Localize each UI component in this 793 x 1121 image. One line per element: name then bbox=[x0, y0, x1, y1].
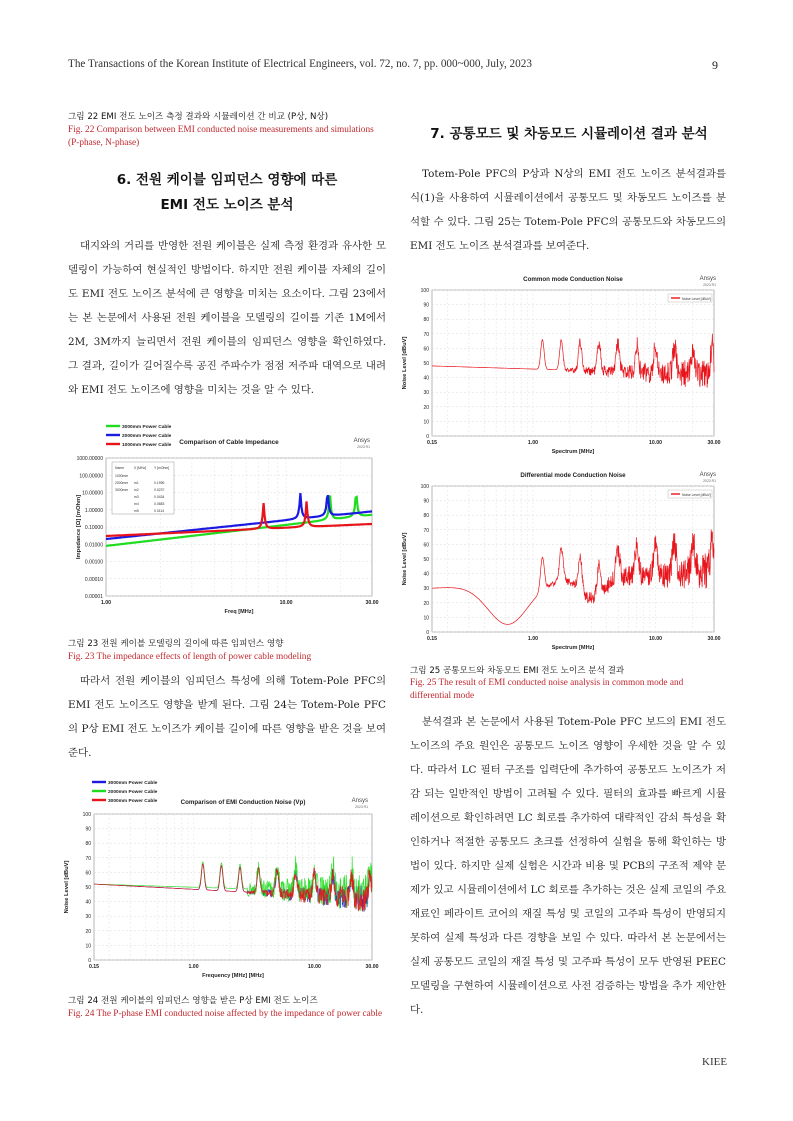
fig24-xtick-label: 1.00 bbox=[188, 964, 199, 970]
fig24-xtick-label: 0.15 bbox=[88, 964, 100, 970]
fig25a-ytick-label: 10 bbox=[423, 419, 429, 426]
fig23-xtick-label: 1.00 bbox=[100, 600, 112, 606]
fig24-caption-en: Fig. 24 The P-phase EMI conducted noise affected by the impedance of power cable bbox=[68, 1009, 383, 1019]
fig25a-xtick-label: 1.00 bbox=[527, 440, 539, 446]
fig24-ytick-label: 40 bbox=[85, 899, 91, 906]
fig24-caption-ko: 그림 24 전원 케이블의 임피던스 영향을 받은 P상 EMI 전도 노이즈 bbox=[68, 996, 318, 1006]
section6-paragraph2-text: 따라서 전원 케이블의 임피던스 특성에 의해 Totem-Pole PFC의 EMI 전도 노이즈도 영향을 받게 된다. 그림 24는 Totem-Pole PFC의 P상 EMI 전도 노이즈가 케이블 길이에 따른 영향을 받은 것을 보여준다. bbox=[68, 675, 386, 759]
fig23-table-cell: m2 bbox=[134, 488, 139, 492]
fig24-ytick-label: 70 bbox=[85, 855, 91, 862]
fig25a-ytick-label: 50 bbox=[423, 361, 429, 367]
section6-title-line2: EMI 전도 노이즈 분석 bbox=[160, 197, 294, 213]
fig23-brand-sub: 2023 R1 bbox=[357, 445, 370, 449]
fig24-xtick-label: 30.00 bbox=[365, 964, 379, 970]
fig23-ytick-label: 10.00000 bbox=[82, 490, 103, 497]
fig25a-ytick-label: 0 bbox=[426, 434, 429, 440]
fig25a-chart bbox=[402, 268, 722, 462]
fig25b-ytick-label: 80 bbox=[423, 513, 429, 520]
fig25b-ytick-label: 0 bbox=[426, 630, 429, 636]
fig24-legend-label: 3000mm Power Cable bbox=[108, 781, 158, 786]
fig23-table-cell: 0.0114 bbox=[154, 509, 165, 513]
section6-paragraph2 bbox=[68, 669, 386, 765]
fig25a-legend-label: Noise Level [dBuV] bbox=[682, 297, 711, 301]
fig25a-svg bbox=[402, 268, 722, 462]
fig25b-svg bbox=[402, 464, 722, 658]
fig24-x-axis-label: Frequency [MHz] [MHz] bbox=[202, 973, 264, 979]
fig23-table-cell: 1000mm bbox=[115, 474, 129, 478]
journal-header: The Transactions of the Korean Institute of Electrical Engineers, vol. 72, no. 7, pp. 000~000, July, 2023 bbox=[68, 58, 532, 70]
fig23-title: Comparison of Cable Impedance bbox=[179, 439, 279, 446]
fig23-x-axis-label: Freq [MHz] bbox=[224, 609, 254, 615]
fig25b-ytick-label: 10 bbox=[423, 615, 429, 622]
fig25b-chart bbox=[402, 464, 722, 658]
fig24-ytick-label: 90 bbox=[85, 826, 91, 833]
fig24-svg bbox=[64, 774, 380, 986]
fig23-chart bbox=[68, 420, 380, 630]
fig25b-ytick-label: 20 bbox=[423, 600, 429, 607]
fig23-table-cell: 0.0883 bbox=[154, 502, 165, 506]
fig23-ytick-label: 0.10000 bbox=[84, 525, 103, 531]
fig25b-brand: Ansys bbox=[699, 472, 716, 478]
fig25b-xtick-label: 30.00 bbox=[707, 636, 721, 642]
fig25a-ytick-label: 30 bbox=[423, 390, 429, 397]
fig25a-x-axis-label: Spectrum [MHz] bbox=[551, 449, 595, 455]
fig25a-xtick-label: 10.00 bbox=[649, 440, 663, 446]
fig25a-y-axis-label: Noise Level [dBuV] bbox=[402, 336, 408, 390]
fig25a-ytick-label: 40 bbox=[423, 375, 429, 382]
fig23-ytick-label: 100.00000 bbox=[79, 473, 103, 480]
fig23-table-cell: m5 bbox=[134, 509, 139, 513]
fig23-table-header: Name bbox=[115, 466, 125, 470]
section7-paragraph2-text: 분석결과 본 논문에서 사용된 Totem-Pole PFC 보드의 EMI 전도 노이즈의 주요 원인은 공통모드 노이즈 영향이 우세한 것을 알 수 있다. 따라서 LC 필터 구조를 입력단에 추가하여 공통모드 노이즈가 저감 되는 일반적인 방법이 고려될 수 있다. 필터의 효과를 빠르게 시뮬레이션으로 확인하려면 LC 회로를 추가하여 대략적인 감쇠 특성을 확인하거나 적절한 공통모드 초크를 선정하여 실험을 통해 확인하는 방법이 있다. 하지만 실제 실험은 시간과 비용 및 PCB의 구조적 제약 문제가 있고 시뮬레이션에서 LC 회로를 추가하는 것은 실제 코일의 주요 재료인 페라이트 코어의 재질 특성 및 코일의 고주파 특성이 반영되지 못하여 실제 특성과 다른 경향을 보일 수 있다. 따라서 본 논문에서는 실제 공통모드 코일의 재질 특성 및 고주파 특성이 모두 반영된 PEEC 모델링을 구현하여 시뮬레이션으로 사전 검증하는 방법을 추가 제안한다. bbox=[410, 716, 726, 1016]
fig23-table-cell: 0.0237 bbox=[154, 488, 165, 492]
fig24-ytick-label: 20 bbox=[85, 928, 91, 935]
section7-paragraph1-text: Totem-Pole PFC의 P상과 N상의 EMI 전도 노이즈 분석결과를 식(1)을 사용하여 시뮬레이션에서 공통모드 및 차동모드 노이즈를 분석할 수 있다. 그림 25는 Totem-Pole PFC의 공통모드와 차동모드의 EMI 전도 노이즈 분석결과를 보여준다. bbox=[410, 168, 726, 252]
fig23-ytick-label: 0.00010 bbox=[84, 576, 103, 583]
fig22-caption-ko: 그림 22 EMI 전도 노이즈 측정 결과와 시뮬레이션 간 비교 (P상, N상) bbox=[68, 112, 329, 122]
fig24-y-axis-label: Noise Level [dBuV] bbox=[64, 860, 70, 914]
section6-title-line1: 6. 전원 케이블 임피던스 영향에 따른 bbox=[116, 172, 338, 188]
fig24-legend-label: 3000mm Power Cable bbox=[108, 799, 158, 804]
fig23-legend-label: 3000mm Power Cable bbox=[122, 425, 172, 430]
fig25b-xtick-label: 1.00 bbox=[527, 636, 539, 642]
fig22-caption-en: Fig. 22 Comparison between EMI conducted noise measurements and simulations (P-phase, N-phase) bbox=[68, 125, 374, 148]
fig23-xtick-label: 10.00 bbox=[279, 600, 293, 606]
fig23-brand: Ansys bbox=[353, 438, 370, 444]
section7-paragraph1 bbox=[410, 162, 726, 258]
section6-paragraph1 bbox=[68, 234, 386, 402]
fig25b-xtick-label: 10.00 bbox=[649, 636, 663, 642]
fig25a-ytick-label: 90 bbox=[423, 302, 429, 309]
fig24-legend-label: 2000mm Power Cable bbox=[108, 790, 158, 795]
fig25a-xtick-label: 0.15 bbox=[426, 440, 438, 446]
fig25b-xtick-label: 0.15 bbox=[426, 636, 438, 642]
fig23-y-axis-label: Impedance [Ω] [mOhm] bbox=[76, 494, 82, 560]
fig23-svg bbox=[68, 420, 380, 630]
fig25b-title: Differential mode Conduction Noise bbox=[520, 472, 626, 479]
fig25b-x-axis-label: Spectrum [MHz] bbox=[551, 645, 595, 651]
fig25a-brand-sub: 2023 R1 bbox=[703, 283, 716, 287]
fig25-caption-ko: 그림 25 공통모드와 차동모드 EMI 전도 노이즈 분석 결과 bbox=[410, 666, 625, 676]
fig23-table-header: X [MHz] bbox=[134, 466, 147, 470]
fig23-ytick-label: 1.00000 bbox=[84, 507, 103, 514]
fig23-legend-label: 2000mm Power Cable bbox=[122, 434, 172, 439]
fig25b-ytick-label: 90 bbox=[423, 498, 429, 505]
fig24-chart bbox=[64, 774, 380, 986]
fig23-xtick-label: 30.00 bbox=[365, 600, 379, 606]
fig25a-ytick-label: 20 bbox=[423, 404, 429, 411]
section6-title bbox=[68, 168, 386, 218]
fig25b-brand-sub: 2023 R1 bbox=[703, 479, 716, 483]
fig25b-ytick-label: 70 bbox=[423, 527, 429, 534]
fig25a-title: Common mode Conduction Noise bbox=[523, 276, 623, 283]
fig23-table-header: Y [mOhm] bbox=[154, 466, 170, 470]
fig25b-ytick-label: 40 bbox=[423, 571, 429, 578]
fig25a-brand: Ansys bbox=[699, 276, 716, 282]
fig25b-ytick-label: 100 bbox=[420, 484, 429, 490]
section6-paragraph1-text: 대지와의 거리를 반영한 전원 케이블은 실제 측정 환경과 유사한 모델링이 가능하여 현실적인 방법이다. 하지만 전원 케이블 자체의 길이도 EMI 전도 노이즈 분석에 큰 영향을 미치는 요소이다. 그림 23에서는 본 논문에서 사용된 전원 케이블을 모델링의 길이를 기존 1M에서 2M, 3M까지 늘리면서 전원 케이블의 임피던스 영향을 확인하였다. 그 결과, 길이가 길어질수록 공진 주파수가 점점 저주파 대역으로 내려와 EMI 전도 노이즈에 영향을 미치는 것을 알 수 있다. bbox=[68, 240, 386, 396]
fig25a-ytick-label: 100 bbox=[420, 288, 429, 294]
fig23-ytick-label: 1000.00000 bbox=[76, 456, 103, 462]
fig23-ytick-label: 0.00100 bbox=[84, 559, 103, 566]
fig23-table-cell: m1 bbox=[134, 481, 139, 485]
fig24-ytick-label: 60 bbox=[85, 870, 91, 877]
fig24-brand: Ansys bbox=[351, 798, 368, 804]
fig24-ytick-label: 100 bbox=[82, 812, 91, 818]
fig24-title: Comparison of EMI Conduction Noise (Vp) bbox=[180, 799, 306, 806]
fig23-table-cell: 3000mm bbox=[115, 488, 129, 492]
fig24-ytick-label: 10 bbox=[85, 943, 91, 950]
fig24-ytick-label: 50 bbox=[85, 885, 91, 891]
fig23-ytick-label: 0.00001 bbox=[84, 594, 103, 600]
fig23-caption-en: Fig. 23 The impedance effects of length of power cable modeling bbox=[68, 652, 312, 662]
fig23-table-cell: m3 bbox=[134, 495, 139, 499]
fig25-caption-en: Fig. 25 The result of EMI conducted noise analysis in common mode and differential mode bbox=[410, 678, 684, 701]
fig24-brand-sub: 2023 R1 bbox=[355, 805, 368, 809]
fig25b-ytick-label: 60 bbox=[423, 542, 429, 549]
fig24-ytick-label: 30 bbox=[85, 914, 91, 921]
fig25b-legend-label: Noise Level [dBuV] bbox=[682, 493, 711, 497]
section7-title: 7. 공통모드 및 차동모드 시뮬레이션 결과 분석 bbox=[430, 126, 708, 142]
fig24-ytick-label: 80 bbox=[85, 841, 91, 848]
fig24-ytick-label: 0 bbox=[88, 958, 91, 964]
fig25a-ytick-label: 80 bbox=[423, 317, 429, 324]
fig25b-ytick-label: 50 bbox=[423, 557, 429, 563]
fig24-xtick-label: 10.00 bbox=[307, 964, 321, 970]
fig23-legend-label: 1000mm Power Cable bbox=[122, 443, 172, 448]
fig23-ytick-label: 0.01000 bbox=[84, 542, 103, 549]
fig25a-ytick-label: 70 bbox=[423, 331, 429, 338]
fig23-table-cell: 0.1996 bbox=[154, 481, 165, 485]
fig23-table-cell: m4 bbox=[134, 502, 139, 506]
fig25a-ytick-label: 60 bbox=[423, 346, 429, 353]
fig23-caption-ko: 그림 23 전원 케이블 모델링의 길이에 따른 임피던스 영향 bbox=[68, 639, 284, 649]
fig23-table-cell: 2000mm bbox=[115, 481, 129, 485]
fig25a-xtick-label: 30.00 bbox=[707, 440, 721, 446]
fig23-table-cell: 0.0434 bbox=[154, 495, 165, 499]
fig25b-y-axis-label: Noise Level [dBuV] bbox=[402, 532, 408, 586]
fig25b-ytick-label: 30 bbox=[423, 586, 429, 593]
page-number: 9 bbox=[712, 58, 718, 72]
section7-paragraph2 bbox=[410, 710, 726, 1022]
footer-kiee: KIEE bbox=[702, 1056, 728, 1068]
